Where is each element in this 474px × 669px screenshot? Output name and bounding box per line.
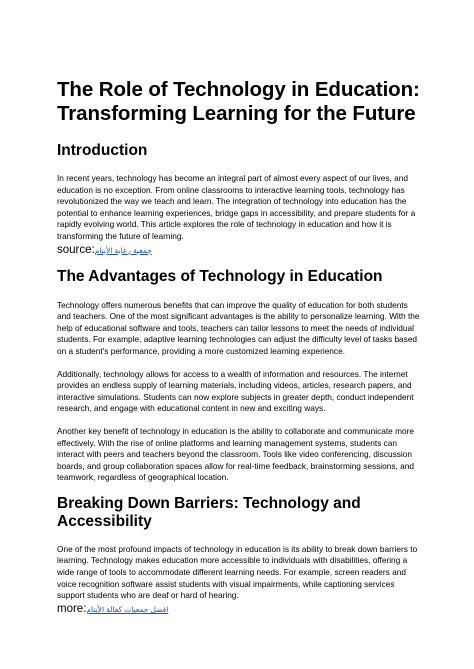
more-line [57,603,423,616]
article-body [57,78,423,616]
advantages-paragraph-1: Technology offers numerous benefits that can improve the quality of education for both students and teachers. One of the most significant advantages is the ability to personalize learning. With the help of educational software and tools, teachers can tailor lessons to meet the needs of individual students. For example, adaptive learning technologies can adjust the difficulty level of tasks based on a student's performance, providing a more customized learning experience. [57,299,420,356]
intro-paragraph: In recent years, technology has become an integral part of almost every aspect of our lives, and education is no exception. From online classrooms to interactive learning tools, technology has revolutionized the way we teach and learn. The integration of technology into education has the potential to enhance learning experiences, bridge gaps in accessibility, and prepare students for a rapidly evolving world. This article explores the role of technology in education and how it is transforming the future of learning. [57,173,416,241]
more-link[interactable]: افضل جمعيات كفالة الأيتام [86,604,169,614]
more-label: more: [57,602,87,615]
heading-barriers: Breaking Down Barriers: Technology and Accessibility [57,494,361,530]
heading-advantages: The Advantages of Technology in Education [57,267,383,285]
barriers-paragraph: One of the most profound impacts of technology in education is its ability to break down barriers to learning. Technology makes education more accessible to individuals with disabilities, offering a wide range of tools to accommodate different learning needs. For example, screen readers and voice recognition software assist students with visual impairments, while captioning services support students who are deaf or hard of hearing. [57,543,418,601]
heading-introduction: Introduction [57,142,148,159]
advantages-paragraph-3: Another key benefit of technology in education is the ability to collaborate and communicate more effectively. With the rise of online platforms and learning management systems, students can interact with peers and teachers beyond the classroom. Tools like video conferencing, discussion boards, and group collaboration spaces allow for real-time feedback, brainstorming sessions, and teamwork, regardless of geographical location. [57,425,414,483]
advantages-paragraph-2: Additionally, technology allows for access to a wealth of information and resources. The internet provides an endless supply of learning materials, including videos, articles, research papers, and interactive simulations. Students can now explore subjects in greater depth, conduct independent research, and engage with educational content in new and exciting ways. [57,368,414,414]
page-title: The Role of Technology in Education: Transforming Learning for the Future [57,78,420,125]
source-label: source: [57,243,95,256]
source-line [57,244,423,257]
source-link[interactable]: جمعية رعاية الأيتام [94,245,152,255]
